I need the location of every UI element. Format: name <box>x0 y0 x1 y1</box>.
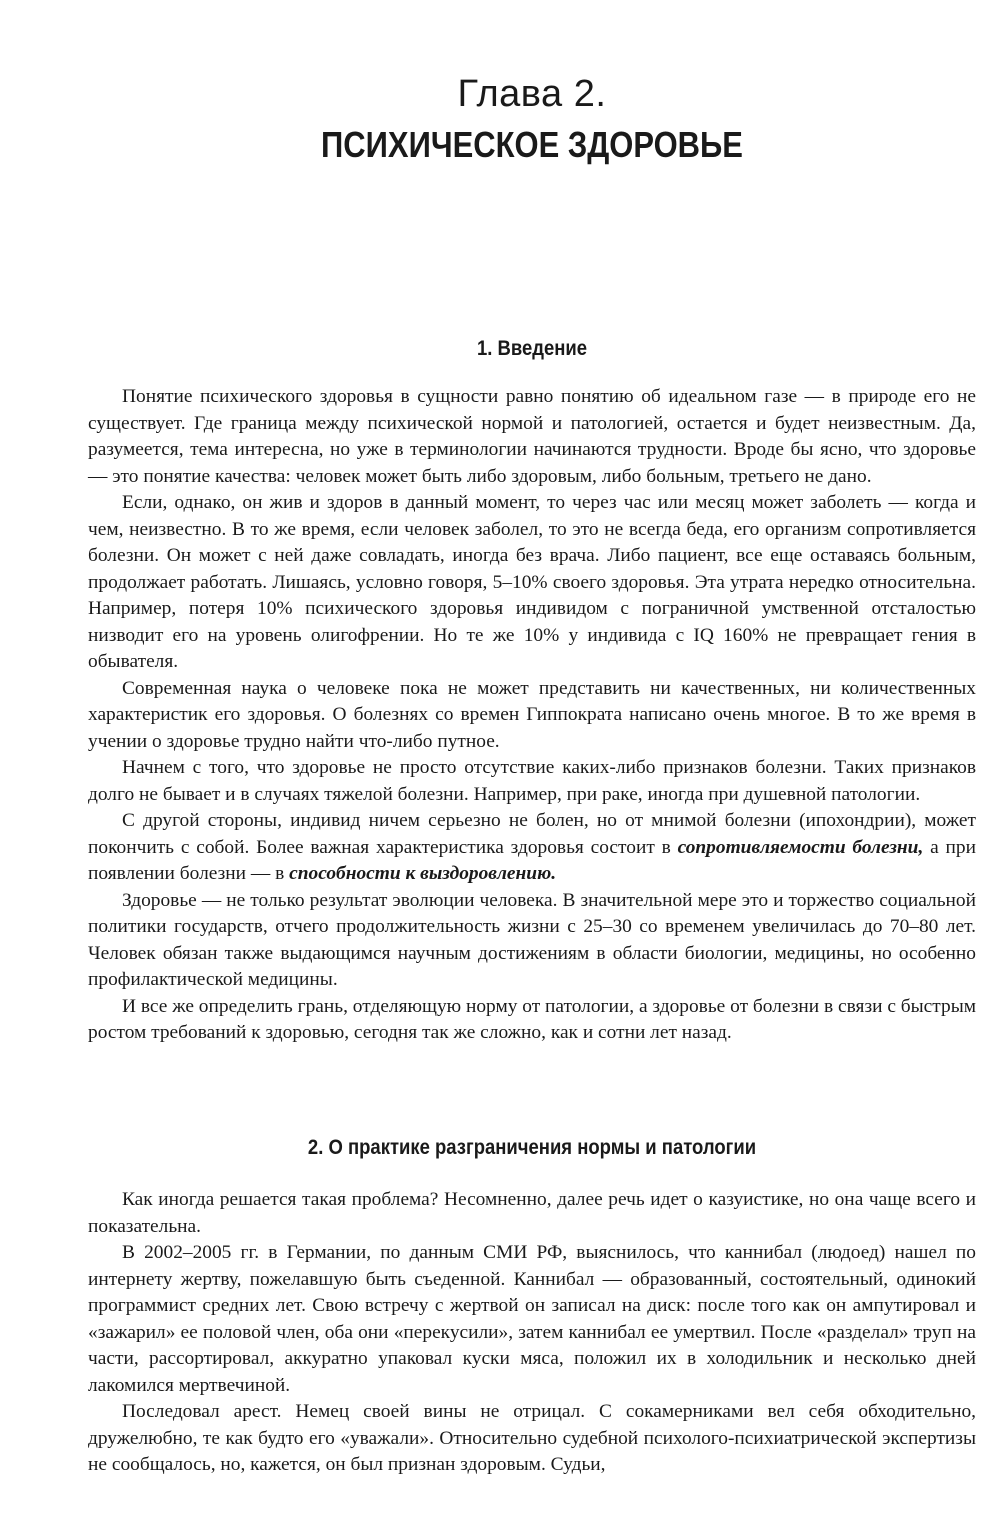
paragraph-with-emphasis <box>88 808 976 888</box>
paragraph: В 2002–2005 гг. в Германии, по данным СМИ РФ, выяснилось, что каннибал (людоед) нашел по интернету жертву, пожелавшую быть съеденной. Каннибал — образованный, состоятельный, одинокий программист средних лет. Свою встречу с жертвой он записал на диск: после того как он ампутировал и «зажарил» ее половой член, оба они «перекусили», затем каннибал ее умертвил. После «разделал» труп на части, рассортировал, аккуратно упаковал куски мяса, положил их в холодильник и несколько дней лакомился мертвечиной. <box>88 1242 976 1396</box>
emphasis-term: способности к выздоровлению. <box>289 863 557 884</box>
paragraph: И все же определить грань, отделяющую норму от патологии, а здоровье от болезни в связи с быстрым ростом требований к здоровью, сегодня так же сложно, как и сотни лет назад. <box>88 995 976 1043</box>
section-title-norm-and-pathology: 2. О практике разграничения нормы и патологии <box>307 1136 757 1159</box>
paragraph: Последовал арест. Немец своей вины не отрицал. С сокамерниками вел себя обходительно, дружелюбно, те как будто его «уважали». Относительно судебной психолого-психиатрической экспертизы не сообщалось, но, кажется, он был признан здоровым. Судьи, <box>88 1401 976 1475</box>
paragraph: Современная наука о человеке пока не может представить ни качественных, ни количественных характеристик его здоровья. О болезнях со времен Гиппократа написано очень многое. В то же время в учении о здоровье трудно найти что-либо путное. <box>88 677 976 752</box>
paragraph: Как иногда решается такая проблема? Несомненно, далее речь идет о казуистике, но она чаще всего и показательна. <box>88 1189 976 1237</box>
emphasis-term: сопротивляемости болезни, <box>677 836 924 858</box>
paragraph: Начнем с того, что здоровье не просто отсутствие каких-либо признаков болезни. Таких признаков долго не бывает и в случаях тяжелой болезни. Например, при раке, иногда при душевной патологии. <box>88 757 976 805</box>
paragraph: Здоровье — не только результат эволюции человека. В значительной мере это и торжество социальной политики государств, отчего продолжительность жизни с 25–30 со временем увеличилась до 70–80 лет. Человек обязан также выдающимся научным достижениям в области биологии, медицины, но особенно профилактической медицины. <box>88 889 976 990</box>
paragraph: Если, однако, он жив и здоров в данный момент, то через час или месяц может заболеть — когда и чем, неизвестно. В то же время, если человек заболел, то это не всегда беда, его организм сопротивляется болезни. Он может с ней даже совладать, иногда без врача. Либо пациент, все еще оставаясь больным, продолжает работать. Лишаясь, условно говоря, 5–10% своего здоровья. Эта утрата нередко относительна. Например, потеря 10% психического здоровья индивидом с пограничной умственной отсталостью низводит его на уровень олигофрении. Но те же 10% у индивида с IQ 160% не превращает гения в обывателя. <box>88 492 976 672</box>
section-body-introduction <box>88 384 976 1047</box>
section-body-norm-and-pathology <box>88 1187 976 1479</box>
chapter-label: Глава 2. <box>457 73 607 115</box>
paragraph: Понятие психического здоровья в сущности равно понятию об идеальном газе — в природе его не существует. Где граница между психической нормой и патологией, остается и будет неизвестным. Да, разумеется, тема интересна, но уже в терминологии начинаются трудности. Вроде бы ясно, что здоровье — это понятие качества: человек может быть либо здоровым, либо больным, третьего не дано. <box>88 386 976 487</box>
paragraph-text: а при появлении болезни — в <box>88 836 976 884</box>
section-title-introduction: 1. Введение <box>476 337 588 360</box>
chapter-title: ПСИХИЧЕСКОЕ ЗДОРОВЬЕ <box>321 124 743 165</box>
paragraph-text: С другой стороны, индивид ничем серьезно не болен, но от мнимой болезни (ипохондрии), может покончить с собой. Более важная характеристика здоровья состоит в <box>88 810 976 858</box>
